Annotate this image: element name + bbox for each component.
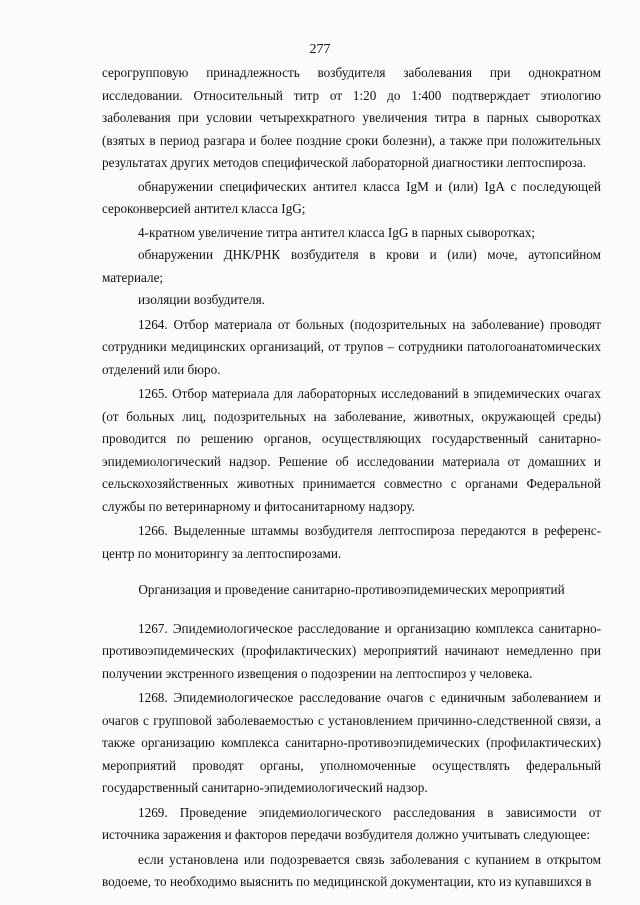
paragraph-1265: 1265. Отбор материала для лабораторных исследований в эпидемических очагах (от больных лиц, подозрительных на заболевание, животных, окружающей среды) проводится по решению органов, осуществляющих государственный санитарно-эпидемиологический надзор. Решение об исследовании материала от домашних и сельскохозяйственных животных принимается совместно с органами Федеральной службы по ветеринарному и фитосанитарному надзору. <box>102 386 601 514</box>
paragraph-1267: 1267. Эпидемиологическое расследование и организацию комплекса санитарно-противоэпидемических (профилактических) мероприятий начинают немедленно при получении экстренного извещения о подозрении на лептоспироз у человека. <box>102 620 601 681</box>
section-heading: Организация и проведение санитарно-противоэпидемических мероприятий <box>138 582 565 597</box>
list-item-igg-titer: 4-кратном увеличение титра антител класса IgG в парных сыворотках; <box>138 224 536 240</box>
paragraph-1268: 1268. Эпидемиологическое расследование очагов с единичным заболеванием и очагов с групповой заболеваемостью с установлением причинно-следственной связи, а также организацию комплекса санитарно-противоэпидемических (профилактических) мероприятий проводят органы, уполномоченные осуществлять федеральный государственный санитарно-эпидемиологический надзор. <box>102 690 601 795</box>
paragraph-1264: 1264. Отбор материала от больных (подозрительных на заболевание) проводят сотрудники медицинских организаций, от трупов – сотрудники патологоанатомических отделений или бюро. <box>102 316 601 377</box>
list-item-igm-iga: обнаружении специфических антител класса IgM и (или) IgA с последующей сероконверсией антител класса IgG; <box>102 178 601 216</box>
list-item-isolation: изоляции возбудителя. <box>138 292 265 307</box>
paragraph-serology-continuation: серогрупповую принадлежность возбудителя заболевания при однократном исследовании. Относительный титр от 1:20 до 1:400 подтверждает этиологию заболевания при условии четырехкратного увеличения титра в парных сыворотках (взятых в период разгара и более поздние сроки болезни), а также при положительных результатах других методов специфической лабораторной диагностики лептоспироза. <box>102 65 601 170</box>
paragraph-bathing-source: если установлена или подозревается связь заболевания с купанием в открытом водоеме, то необходимо выяснить по медицинской документации, кто из купавшихся в <box>102 851 601 889</box>
page-number: 277 <box>309 42 331 57</box>
list-item-dna-rna: обнаружении ДНК/РНК возбудителя в крови и (или) моче, аутопсийном материале; <box>102 247 601 285</box>
page-body <box>102 62 601 894</box>
paragraph-1266: 1266. Выделенные штаммы возбудителя лептоспироза передаются в референс-центр по мониторингу за лептоспирозами. <box>102 523 601 561</box>
paragraph-1269: 1269. Проведение эпидемиологического расследования в зависимости от источника заражения и факторов передачи возбудителя должно учитывать следующее: <box>102 804 601 842</box>
